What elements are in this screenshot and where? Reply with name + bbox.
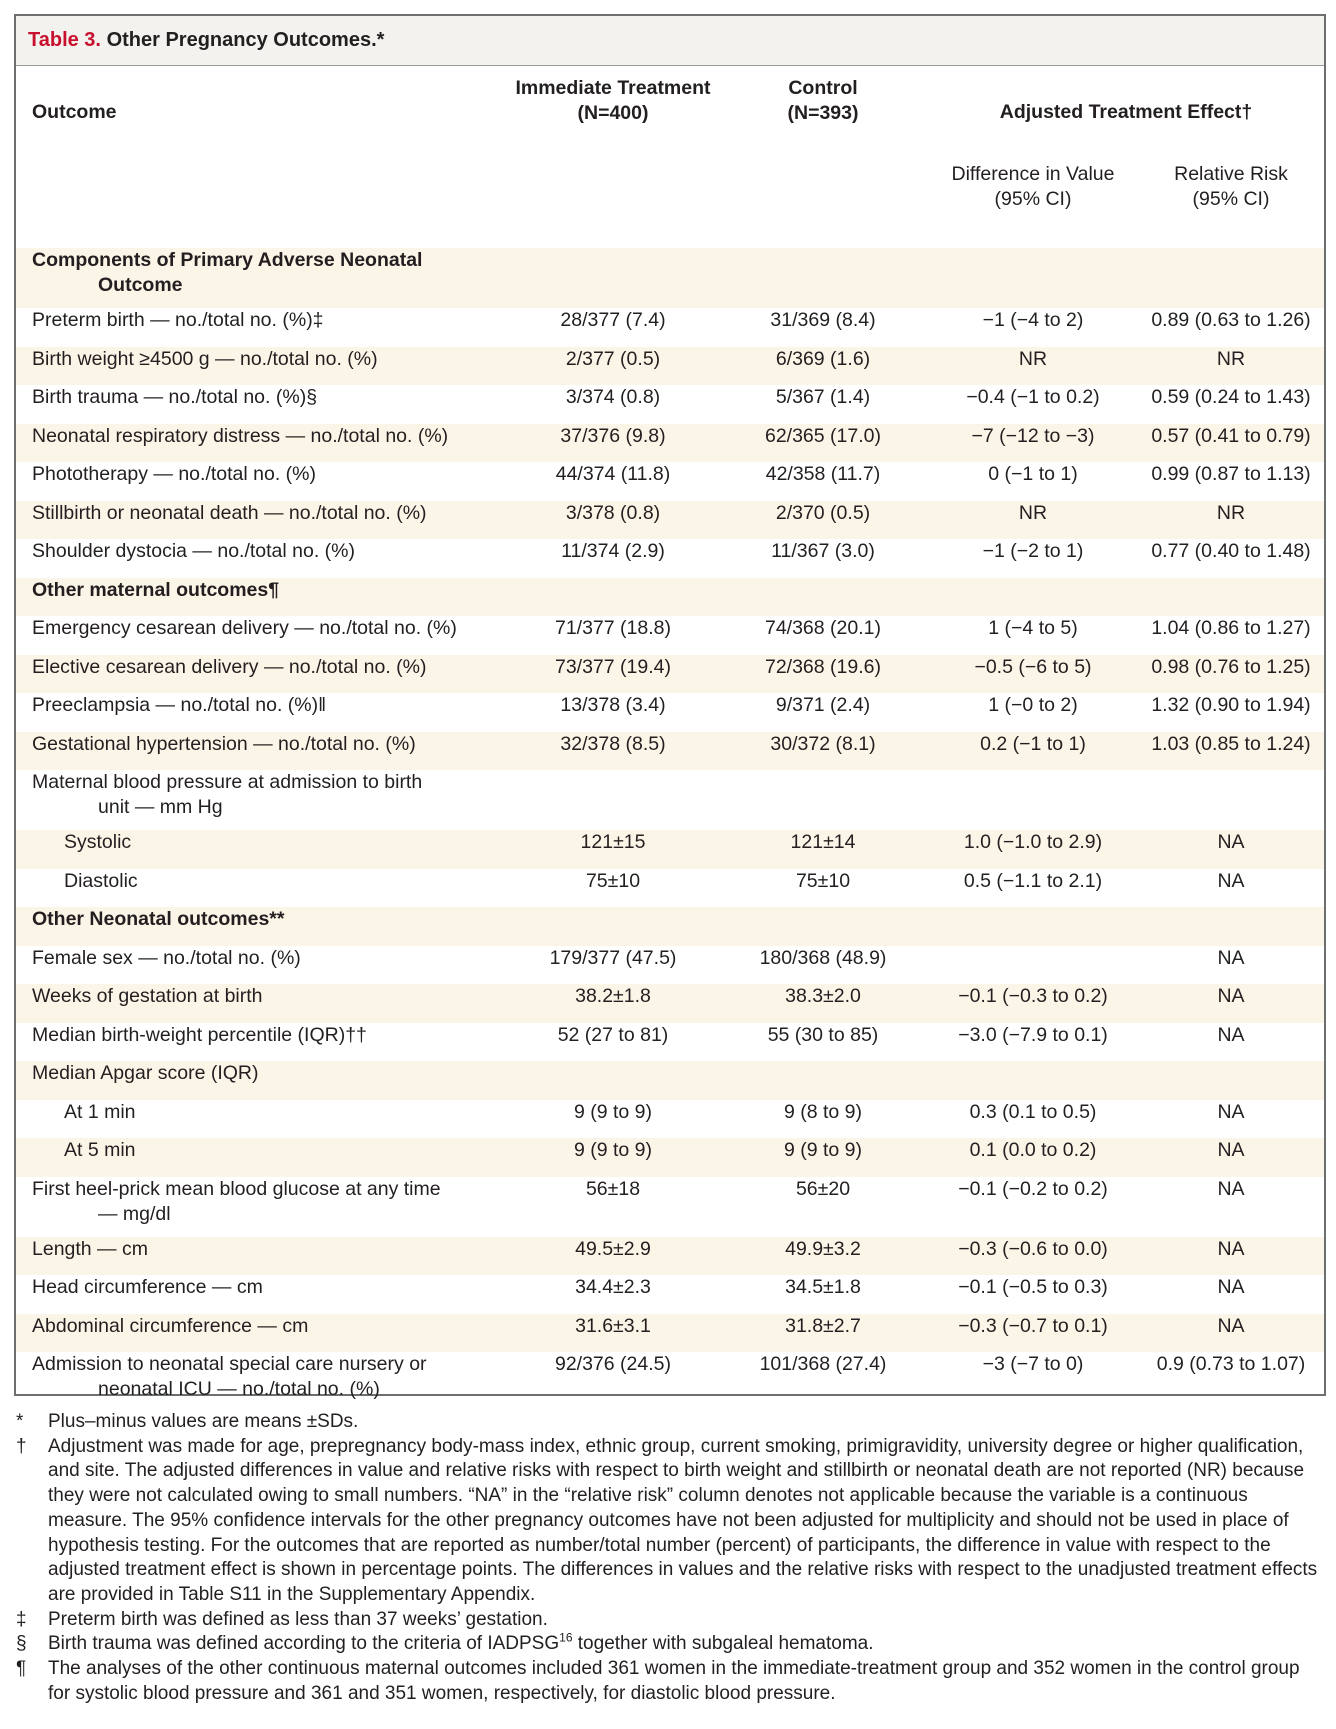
row-label: Neonatal respiratory distress — no./total no. (%) [16,424,508,463]
difference-value: 1 (−4 to 5) [988,617,1078,639]
footnote-text: Preterm birth was defined as less than 37 weeks’ gestation. [48,1608,548,1630]
row-label: Gestational hypertension — no./total no. (%) [16,732,508,771]
subheader-row [16,150,1324,248]
header-control [718,66,928,150]
row-label: Elective cesarean delivery — no./total no. (%) [16,655,508,694]
table-row [16,1352,1324,1412]
control-value: 42/358 (11.7) [765,463,881,485]
relative-risk-value: NA [1138,1138,1324,1177]
row-label: Median birth-weight percentile (IQR)†† [32,1023,367,1046]
footnote-text: Adjustment was made for age, prepregnancy body-mass index, ethnic group, current smoking, primigravidity, university degree or higher qualification, and site. The adjusted differences in value and relative risks with respect to birth weight and stillbirth or neonatal death are not reported (NR) because they were not calculated owing to small numbers. “NA” in the “relative risk” column denotes not applicable because the variable is a continuous measure. The 95% confidence intervals for the other pregnancy outcomes have not been adjusted for multiplicity and should not be used in place of hypothesis testing. For the outcomes that are reported as number/total number (percent) of participants, the difference in value with respect to the adjusted treatment effect is shown in percentage points. The differences in values and the relative risks with respect to the unadjusted treatment effects are provided in Table S11 in the Supplementary Appendix. [48,1435,1318,1605]
immediate-value: 28/377 (7.4) [560,309,666,331]
difference-value: 0.2 (−1 to 1) [928,732,1138,771]
immediate-value: 75±10 [585,869,641,892]
control-value: 34.5±1.8 [785,1276,861,1298]
row-label: At 1 min [64,1100,136,1123]
immediate-value: 56±18 [585,1177,641,1200]
table-row [16,1237,1324,1276]
table-row [16,655,1324,694]
relative-risk-value: 0.59 (0.24 to 1.43) [1151,386,1311,408]
immediate-value: 11/374 (2.9) [561,540,665,562]
relative-risk-value: NA [1217,869,1245,892]
control-value: 101/368 (27.4) [759,1353,887,1375]
table-row [16,770,1324,830]
subheader-empty [508,150,718,248]
row-label-continuation: neonatal ICU — no./total no. (%) [98,1378,380,1400]
row-label: Birth weight ≥4500 g — no./total no. (%) [16,347,508,386]
immediate-value: 44/374 (11.8) [555,463,671,485]
footnote [14,1632,1326,1657]
control-value: 49.9±3.2 [718,1237,928,1276]
difference-value: 0 (−1 to 1) [988,463,1078,485]
row-label: Emergency cesarean delivery — no./total no. (%) [32,617,457,639]
immediate-value: 37/376 (9.8) [508,424,718,463]
control-value: 30/372 (8.1) [718,732,928,771]
immediate-value: 9 (9 to 9) [508,1138,718,1177]
footnote [14,1435,1326,1608]
immediate-value: 9 (9 to 9) [573,1100,653,1123]
row-label: At 5 min [16,1138,508,1177]
row-label: Weeks of gestation at birth [16,984,508,1023]
section-maternal-outcomes: Other maternal outcomes¶ [16,578,1324,617]
footnote-text: Birth trauma was defined according to the criteria of IADPSG [48,1633,560,1655]
immediate-value: 3/374 (0.8) [565,386,661,408]
table-row [16,501,1324,540]
header-adjusted: Adjusted Treatment Effect† [999,101,1253,123]
subheader-rr-ci: (95% CI) [1192,188,1270,210]
relative-risk-value: NR [1138,347,1324,386]
relative-risk-value: NR [1138,501,1324,540]
row-label: Stillbirth or neonatal death — no./total no. (%) [16,501,508,540]
footnote-symbol: * [16,1411,24,1432]
table-caption: Other Pregnancy Outcomes. [106,29,377,51]
header-control-n: (N=393) [787,102,859,124]
difference-value: −0.3 (−0.7 to 0.1) [928,1314,1138,1353]
relative-risk-value: 0.9 (0.73 to 1.07) [1156,1353,1306,1375]
footnote-symbol: † [16,1435,27,1457]
footnote-symbol: ¶ [16,1658,27,1680]
relative-risk-value: NA [1217,1177,1245,1200]
section-neonatal-outcomes: Other Neonatal outcomes** [16,907,1324,946]
row-label: Preeclampsia — no./total no. (%)‖ [32,694,327,716]
immediate-value: 71/377 (18.8) [554,617,671,639]
table-row [16,424,1324,463]
table-row [16,830,1324,869]
difference-value: −0.1 (−0.2 to 0.2) [958,1177,1108,1200]
footnote [14,1657,1326,1706]
control-value: 55 (30 to 85) [767,1023,879,1046]
subheader-relative-risk [1138,150,1324,248]
footnote-symbol: ‡ [16,1608,27,1630]
control-value: 38.3±2.0 [718,984,928,1023]
difference-value: NR [928,501,1138,540]
control-value: 31.8±2.7 [718,1314,928,1353]
row-label: Diastolic [64,869,138,892]
row-label: Preterm birth — no./total no. (%)‡ [32,309,324,331]
difference-value: −0.4 (−1 to 0.2) [966,386,1100,408]
footnote-symbol: § [16,1633,27,1655]
relative-risk-value: NA [1217,946,1245,969]
control-value: 72/368 (19.6) [718,655,928,694]
immediate-value: 34.4±2.3 [575,1276,651,1298]
header-control-title: Control [788,77,858,99]
control-value: 6/369 (1.6) [718,347,928,386]
immediate-value: 2/377 (0.5) [508,347,718,386]
relative-risk-value: 0.77 (0.40 to 1.48) [1151,540,1311,562]
table-row [16,869,1324,908]
row-label: Female sex — no./total no. (%) [32,946,301,969]
table-row [16,693,1324,732]
row-label: Phototherapy — no./total no. (%) [32,463,316,485]
table-row [16,1177,1324,1237]
section-row [16,248,1324,308]
table-row [16,1275,1324,1314]
table-row [16,539,1324,578]
relative-risk-value: 0.57 (0.41 to 0.79) [1138,424,1324,463]
table-row [16,347,1324,386]
relative-risk-value: NA [1138,830,1324,869]
row-label: Median Apgar score (IQR) [16,1061,1324,1100]
immediate-value: 49.5±2.9 [508,1237,718,1276]
table-number: Table 3. [28,29,101,51]
relative-risk-value: NA [1217,1023,1245,1046]
row-label: Head circumference — cm [32,1276,263,1298]
control-value: 11/367 (3.0) [771,540,875,562]
header-outcome: Outcome [32,101,117,123]
outcomes-table [16,66,1324,1412]
relative-risk-value: NA [1217,1276,1245,1298]
table-title [16,16,1324,66]
header-immediate-title: Immediate Treatment [515,77,711,99]
header-immediate [508,66,718,150]
row-label: Abdominal circumference — cm [16,1314,508,1353]
subheader-empty [718,150,928,248]
subheader-difference-ci: (95% CI) [994,188,1072,210]
immediate-value: 92/376 (24.5) [554,1353,671,1375]
relative-risk-value: NA [1138,1314,1324,1353]
control-value: 2/370 (0.5) [718,501,928,540]
section-row [16,907,1324,946]
control-value: 9 (9 to 9) [718,1138,928,1177]
immediate-value: 38.2±1.8 [508,984,718,1023]
row-label-group [16,770,1324,830]
immediate-value: 13/378 (3.4) [560,694,666,716]
difference-value: −7 (−12 to −3) [928,424,1138,463]
control-value: 9/371 (2.4) [775,694,871,716]
control-value: 5/367 (1.4) [775,386,871,408]
table-row [16,308,1324,347]
section-primary-components [16,248,1324,308]
immediate-value: 31.6±3.1 [508,1314,718,1353]
section-row [16,578,1324,617]
control-value: 62/365 (17.0) [718,424,928,463]
relative-risk-value: 1.04 (0.86 to 1.27) [1151,617,1311,639]
difference-value: −1 (−4 to 2) [982,309,1084,331]
table-row [16,1314,1324,1353]
row-label-continuation: unit — mm Hg [98,796,223,818]
relative-risk-value: 0.99 (0.87 to 1.13) [1151,463,1311,485]
footnote-text: The analyses of the other continuous maternal outcomes included 361 women in the immediate-treatment group and 352 women in the control group for systolic blood pressure and 361 and 351 women, respectively, for diastolic blood pressure. [48,1658,1300,1704]
footnotes [14,1410,1326,1706]
difference-value: −3 (−7 to 0) [982,1353,1084,1375]
row-label: Length — cm [16,1237,508,1276]
relative-risk-value: NA [1138,1237,1324,1276]
table-frame [14,14,1326,1400]
footnote-text: Plus–minus values are means ±SDs. [48,1411,359,1432]
difference-value: 0.1 (0.0 to 0.2) [928,1138,1138,1177]
footnote-reference: 16 [559,1631,573,1645]
table-row [16,1061,1324,1100]
control-value: 9 (8 to 9) [783,1100,863,1123]
difference-value: −3.0 (−7.9 to 0.1) [958,1023,1108,1046]
section-label-continuation: Outcome [98,274,183,296]
row-label-continuation: — mg/dl [98,1202,171,1225]
relative-risk-value: 0.89 (0.63 to 1.26) [1151,309,1311,331]
table-row [16,1023,1324,1062]
title-footnote-marker: * [376,29,385,51]
difference-value: −0.1 (−0.5 to 0.3) [958,1276,1108,1298]
control-value: 75±10 [795,869,851,892]
row-label: First heel-prick mean blood glucose at any time [32,1177,441,1200]
control-value: 56±20 [795,1177,851,1200]
footnote-text: together with subgaleal hematoma. [572,1633,874,1655]
immediate-value: 52 (27 to 81) [557,1023,669,1046]
relative-risk-value: 1.32 (0.90 to 1.94) [1151,694,1311,716]
difference-value: 0.3 (0.1 to 0.5) [969,1100,1097,1123]
row-label: Maternal blood pressure at admission to birth [32,771,423,793]
footnote [14,1410,1326,1435]
header-immediate-n: (N=400) [577,102,649,124]
row-label: Admission to neonatal special care nursery or [32,1353,427,1375]
table-row [16,984,1324,1023]
table-row [16,616,1324,655]
table-row [16,946,1324,985]
difference-value: 1.0 (−1.0 to 2.9) [928,830,1138,869]
control-value: 31/369 (8.4) [770,309,876,331]
subheader-rr-title: Relative Risk [1174,163,1288,185]
control-value: 74/368 (20.1) [764,617,881,639]
table-row [16,462,1324,501]
table-row [16,1138,1324,1177]
table-row [16,1100,1324,1139]
difference-value [928,946,1138,985]
section-label: Components of Primary Adverse Neonatal [32,249,423,271]
subheader-difference [928,150,1138,248]
row-label: Systolic [16,830,508,869]
table-row [16,385,1324,424]
immediate-value: 32/378 (8.5) [508,732,718,771]
immediate-value: 179/377 (47.5) [549,946,677,969]
row-label-group [16,1177,508,1237]
immediate-value: 3/378 (0.8) [508,501,718,540]
difference-value: −0.5 (−6 to 5) [928,655,1138,694]
relative-risk-value: 0.98 (0.76 to 1.25) [1138,655,1324,694]
difference-value: 1 (−0 to 2) [988,694,1078,716]
row-label: Shoulder dystocia — no./total no. (%) [32,540,355,562]
difference-value: NR [928,347,1138,386]
subheader-empty [16,150,508,248]
table-row [16,732,1324,771]
difference-value: −0.3 (−0.6 to 0.0) [928,1237,1138,1276]
header-row [16,66,1324,150]
immediate-value: 73/377 (19.4) [508,655,718,694]
relative-risk-value: NA [1138,984,1324,1023]
difference-value: −0.1 (−0.3 to 0.2) [928,984,1138,1023]
row-label: Birth trauma — no./total no. (%)§ [32,386,318,408]
row-label-group [16,1352,508,1412]
relative-risk-value: 1.03 (0.85 to 1.24) [1138,732,1324,771]
subheader-difference-title: Difference in Value [951,163,1115,185]
relative-risk-value: NA [1217,1100,1245,1123]
immediate-value: 121±15 [508,830,718,869]
control-value: 121±14 [718,830,928,869]
control-value: 180/368 (48.9) [759,946,887,969]
footnote [14,1608,1326,1633]
difference-value: 0.5 (−1.1 to 2.1) [963,869,1103,892]
difference-value: −1 (−2 to 1) [982,540,1084,562]
